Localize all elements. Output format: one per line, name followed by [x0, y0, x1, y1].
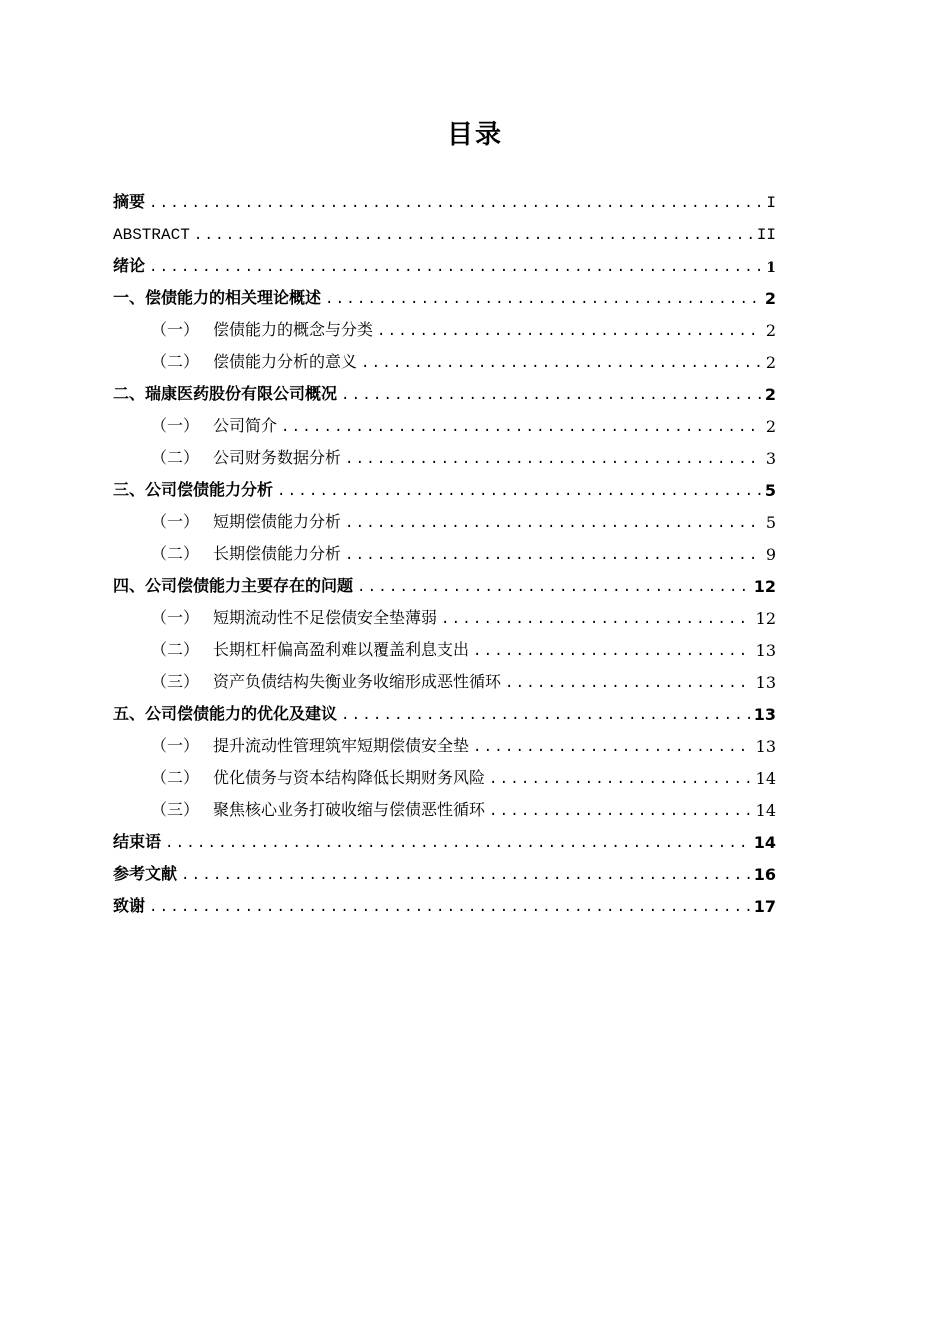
toc-page-number: 14: [753, 833, 776, 852]
section-number: （二）: [151, 768, 200, 787]
dot-leader: [489, 770, 752, 788]
toc-entry-section-1-1[interactable]: [113, 308, 776, 340]
toc-entry-chapter-4[interactable]: [113, 564, 776, 596]
section-number: （二）: [151, 640, 200, 659]
toc-page-number: 2: [765, 353, 776, 372]
toc-entry-label: 三、公司偿债能力分析: [113, 480, 274, 499]
toc-entry-label: 一、偿债能力的相关理论概述: [113, 288, 322, 307]
toc-entry-label: 五、公司偿债能力的优化及建议: [113, 704, 338, 723]
toc-page-number: 17: [753, 897, 776, 916]
toc-entry-section-4-1[interactable]: [113, 596, 776, 628]
toc-page-number: 2: [764, 385, 776, 404]
dot-leader: [357, 578, 750, 596]
dot-leader: [281, 418, 762, 436]
toc-entry-section-5-1[interactable]: [113, 724, 776, 756]
toc-entry-text: [151, 509, 341, 532]
toc-page-number: 13: [755, 641, 776, 660]
toc-entry-chapter-3[interactable]: [113, 468, 776, 500]
toc-entry-abstract-en[interactable]: [113, 212, 776, 244]
toc-entry-label: 长期偿债能力分析: [213, 544, 342, 563]
toc-entry-text: [151, 413, 277, 436]
toc-entry-section-1-2[interactable]: [113, 340, 776, 372]
toc-entry-label: 二、瑞康医药股份有限公司概况: [113, 384, 338, 403]
section-number: （二）: [151, 352, 200, 371]
toc-entry-abstract-cn[interactable]: [113, 180, 776, 212]
dot-leader: [473, 642, 752, 660]
dot-leader: [345, 546, 762, 564]
dot-leader: [181, 866, 750, 884]
dot-leader: [341, 706, 750, 724]
toc-entry-text: [151, 605, 437, 628]
section-number: （三）: [151, 672, 200, 691]
section-number: （一）: [151, 320, 200, 339]
toc-page-number: 14: [755, 769, 776, 788]
dot-leader: [341, 386, 761, 404]
toc-page-number: 13: [753, 705, 776, 724]
dot-leader: [194, 226, 753, 244]
toc-entry-label: 摘要: [113, 192, 146, 211]
dot-leader: [165, 834, 750, 852]
toc-entry-text: [151, 765, 485, 788]
dot-leader: [489, 802, 752, 820]
dot-leader: [473, 738, 752, 756]
dot-leader: [325, 290, 761, 308]
dot-leader: [441, 610, 752, 628]
toc-entry-text: [151, 541, 341, 564]
toc-page-number: 16: [753, 865, 776, 884]
toc-entry-acknowledgements[interactable]: [113, 884, 776, 916]
toc-page-number: 12: [753, 577, 776, 596]
toc-entry-label: 长期杠杆偏高盈利难以覆盖利息支出: [213, 640, 470, 659]
toc-entry-text: [151, 317, 373, 340]
toc-page-number: I: [766, 194, 776, 212]
toc-page-number: 1: [766, 260, 776, 276]
toc-entry-label: 公司财务数据分析: [213, 448, 342, 467]
dot-leader: [149, 258, 762, 276]
toc-entry-text: [151, 797, 485, 820]
section-number: （二）: [151, 544, 200, 563]
toc-entry-label: 聚焦核心业务打破收缩与偿债恶性循环: [213, 800, 486, 819]
toc-entry-label: 短期偿债能力分析: [213, 512, 342, 531]
toc-entry-label: ABSTRACT: [113, 226, 190, 244]
toc-entry-conclusion[interactable]: [113, 820, 776, 852]
toc-entry-text: [151, 349, 357, 372]
toc-entry-section-2-2[interactable]: [113, 436, 776, 468]
toc-entry-label: 参考文献: [113, 864, 178, 883]
toc-entry-label: 绪论: [113, 256, 146, 275]
toc-page-number: 3: [765, 449, 776, 468]
section-number: （三）: [151, 800, 200, 819]
toc-entry-label: 短期流动性不足偿债安全垫薄弱: [213, 608, 438, 627]
toc-page-number: 13: [755, 737, 776, 756]
dot-leader: [345, 514, 762, 532]
toc-page-number: II: [756, 226, 776, 244]
toc-entry-text: [151, 445, 341, 468]
dot-leader: [505, 674, 752, 692]
toc-entry-chapter-1[interactable]: [113, 276, 776, 308]
toc-page-number: 14: [755, 801, 776, 820]
section-number: （一）: [151, 512, 200, 531]
toc-entry-section-5-2[interactable]: [113, 756, 776, 788]
toc-page-number: 13: [755, 673, 776, 692]
toc-entry-section-5-3[interactable]: [113, 788, 776, 820]
section-number: （一）: [151, 608, 200, 627]
toc-entry-section-3-1[interactable]: [113, 500, 776, 532]
toc-entry-label: 四、公司偿债能力主要存在的问题: [113, 576, 354, 595]
toc-entry-chapter-2[interactable]: [113, 372, 776, 404]
toc-entry-text: [151, 637, 469, 660]
toc-entry-chapter-5[interactable]: [113, 692, 776, 724]
table-of-contents: [113, 180, 776, 916]
toc-entry-label: 资产负债结构失衡业务收缩形成恶性循环: [213, 672, 502, 691]
dot-leader: [277, 482, 761, 500]
dot-leader: [149, 194, 762, 212]
dot-leader: [345, 450, 762, 468]
toc-entry-text: [151, 733, 469, 756]
toc-entry-label: 优化债务与资本结构降低长期财务风险: [213, 768, 486, 787]
section-number: （一）: [151, 736, 200, 755]
toc-entry-references[interactable]: [113, 852, 776, 884]
toc-page-number: 2: [765, 321, 776, 340]
toc-page-number: 5: [764, 481, 776, 500]
section-number: （二）: [151, 448, 200, 467]
toc-page-number: 5: [765, 513, 776, 532]
toc-entry-text: [151, 669, 501, 692]
page-title: 目录: [446, 120, 503, 150]
toc-entry-section-4-2[interactable]: [113, 628, 776, 660]
toc-entry-section-4-3[interactable]: [113, 660, 776, 692]
toc-entry-section-3-2[interactable]: [113, 532, 776, 564]
toc-entry-introduction[interactable]: [113, 244, 776, 276]
toc-entry-section-2-1[interactable]: [113, 404, 776, 436]
toc-page-number: 2: [764, 289, 776, 308]
dot-leader: [377, 322, 762, 340]
dot-leader: [361, 354, 762, 372]
toc-entry-label: 偿债能力的概念与分类: [213, 320, 374, 339]
toc-entry-label: 提升流动性管理筑牢短期偿债安全垫: [213, 736, 470, 755]
toc-entry-label: 公司简介: [213, 416, 278, 435]
dot-leader: [149, 898, 750, 916]
toc-entry-label: 偿债能力分析的意义: [213, 352, 358, 371]
toc-page-number: 12: [755, 609, 776, 628]
toc-page-number: 2: [765, 417, 776, 436]
toc-entry-label: 致谢: [113, 896, 146, 915]
toc-page-number: 9: [765, 545, 776, 564]
toc-entry-label: 结束语: [113, 832, 162, 851]
section-number: （一）: [151, 416, 200, 435]
